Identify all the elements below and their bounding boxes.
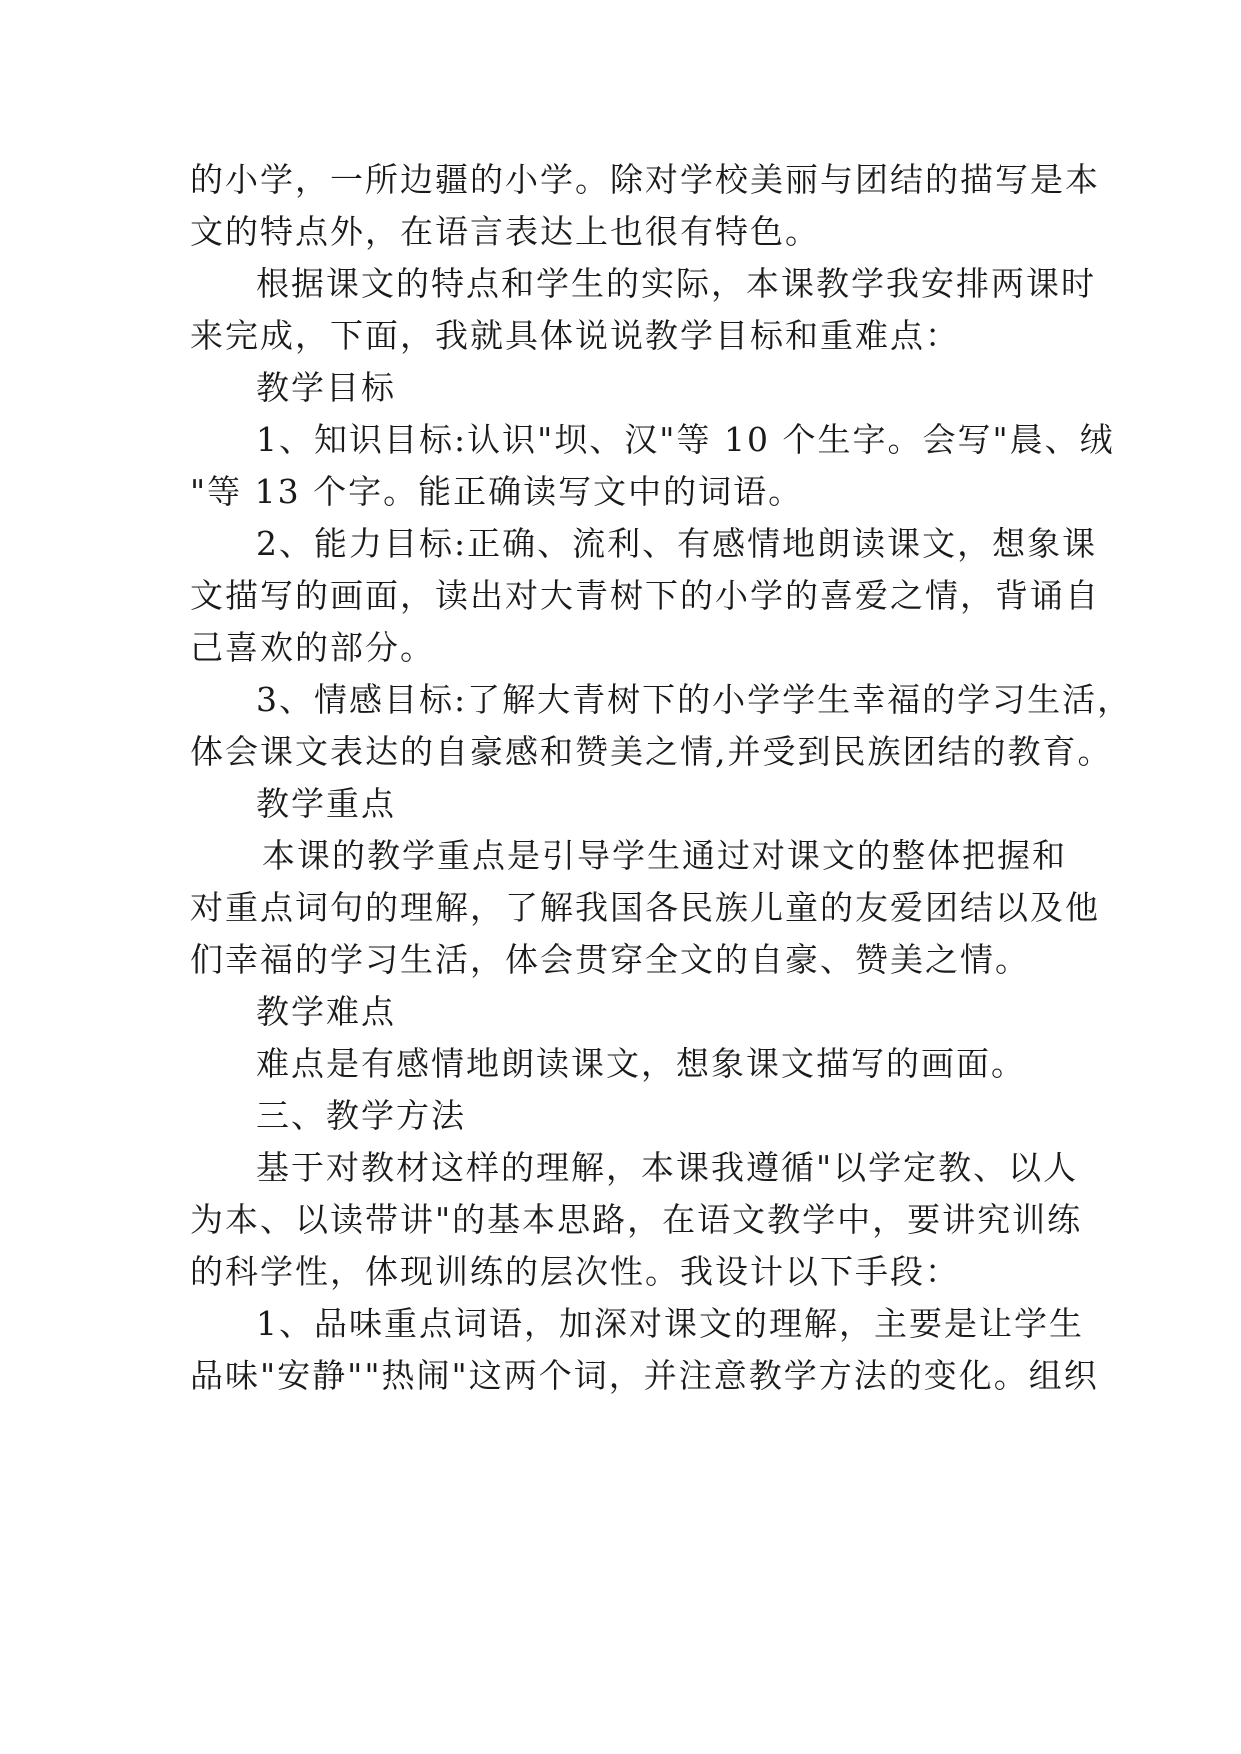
paragraph-line: 文的特点外，在语言表达上也很有特色。: [190, 212, 820, 251]
paragraph-line: 来完成，下面，我就具体说说教学目标和重难点：: [190, 316, 960, 355]
paragraph-line: 根据课文的特点和学生的实际，本课教学我安排两课时: [256, 264, 1096, 303]
paragraph-line: 基于对教材这样的理解，本课我遵循"以学定教、以人: [256, 1148, 1079, 1187]
paragraph-line: 己喜欢的部分。: [190, 628, 435, 667]
section-heading: 教学难点: [256, 992, 396, 1031]
paragraph-line: 对重点词句的理解，了解我国各民族儿童的友爱团结以及他: [190, 888, 1100, 927]
paragraph-line: 的科学性，体现训练的层次性。我设计以下手段：: [190, 1252, 960, 1291]
paragraph-line: 为本、以读带讲"的基本思路，在语文教学中，要讲究训练: [190, 1200, 1083, 1239]
paragraph-line: 1、品味重点词语，加深对课文的理解，主要是让学生: [256, 1304, 1084, 1343]
paragraph-line: 1、知识目标:认识"坝、汉"等 10 个生字。会写"晨、绒: [256, 420, 1115, 459]
paragraph-line: 文描写的画面，读出对大青树下的小学的喜爱之情，背诵自: [190, 576, 1100, 615]
paragraph-line: "等 13 个字。能正确读写文中的词语。: [190, 472, 804, 511]
section-heading: 三、教学方法: [256, 1096, 466, 1135]
paragraph-line: 2、能力目标:正确、流利、有感情地朗读课文，想象课: [256, 524, 1098, 563]
paragraph-line: 品味"安静""热闹"这两个词，并注意教学方法的变化。组织: [190, 1356, 1099, 1395]
section-heading: 教学目标: [256, 368, 396, 407]
paragraph-line: 本课的教学重点是引导学生通过对课文的整体把握和: [262, 836, 1067, 875]
paragraph-line: 的小学，一所边疆的小学。除对学校美丽与团结的描写是本: [190, 160, 1100, 199]
section-heading: 教学重点: [256, 784, 396, 823]
paragraph-line: 3、情感目标:了解大青树下的小学学生幸福的学习生活，: [256, 680, 1133, 719]
paragraph-line: 们幸福的学习生活，体会贯穿全文的自豪、赞美之情。: [190, 940, 1030, 979]
paragraph-line: 体会课文表达的自豪感和赞美之情,并受到民族团结的教育。: [190, 732, 1113, 771]
paragraph-line: 难点是有感情地朗读课文，想象课文描写的画面。: [256, 1044, 1026, 1083]
